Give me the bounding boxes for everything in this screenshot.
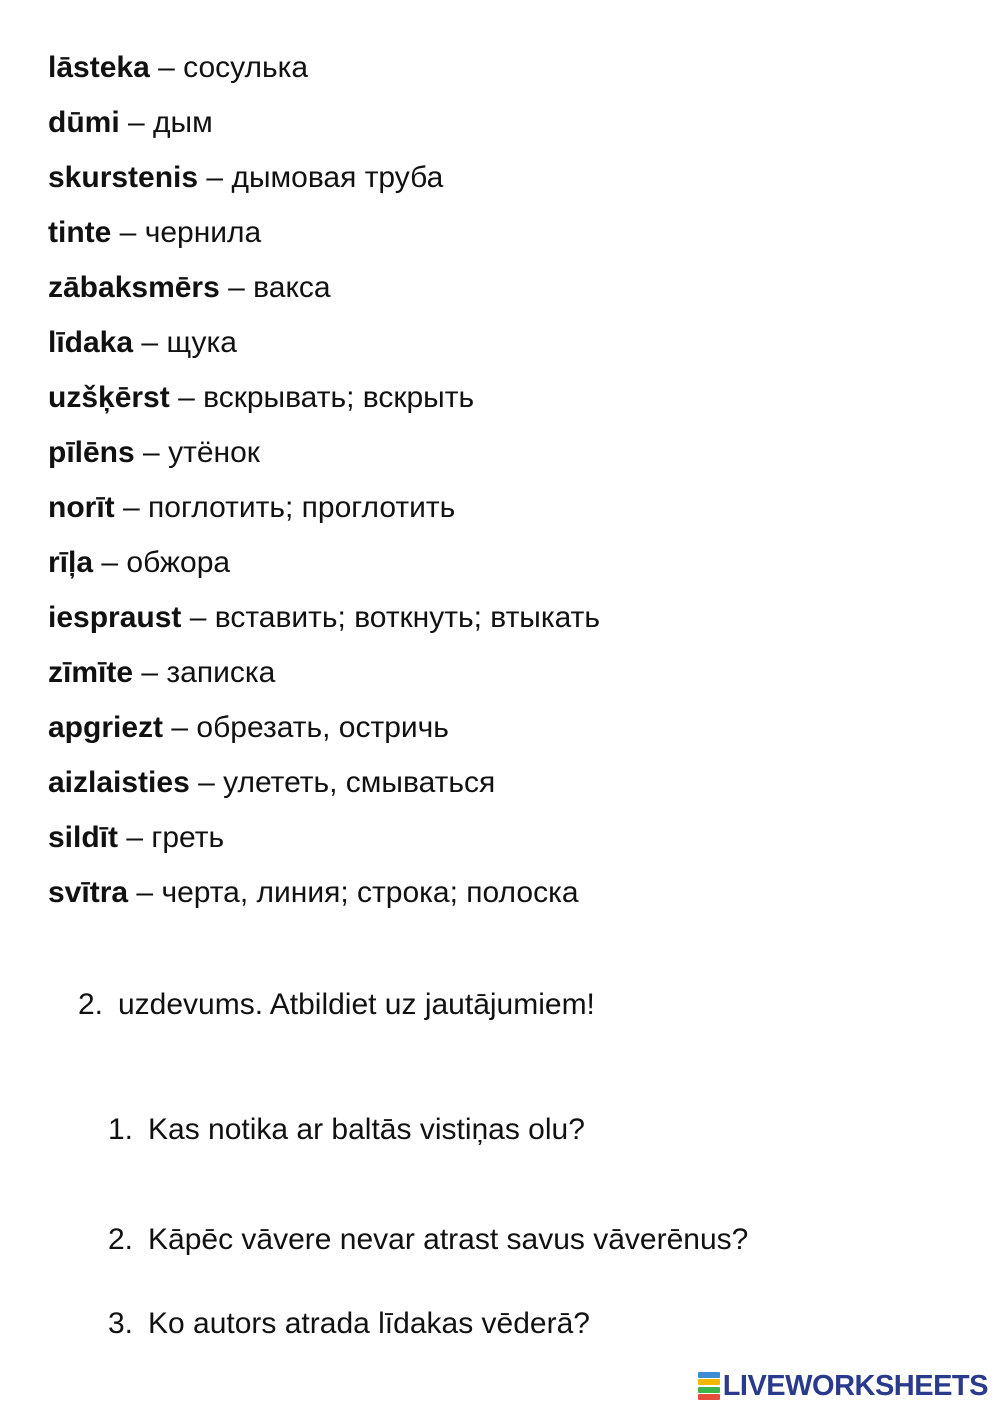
vocab-term: norīt	[48, 491, 115, 524]
vocab-translation: чернила	[144, 216, 262, 249]
vocab-term: iespraust	[48, 601, 182, 634]
vocab-translation: обжора	[126, 546, 231, 579]
vocab-item	[48, 214, 988, 269]
vocab-item	[48, 544, 988, 599]
vocab-separator: –	[119, 216, 137, 249]
vocab-translation: вакса	[253, 271, 331, 304]
vocab-translation: вскрывать; вскрыть	[203, 381, 475, 414]
question-3	[108, 1305, 590, 1343]
vocab-separator: –	[178, 381, 195, 414]
vocabulary-list	[48, 49, 988, 929]
vocab-term: dūmi	[48, 106, 120, 139]
question-number: 3.	[108, 1307, 134, 1340]
logo-bar	[698, 1372, 720, 1378]
vocab-translation: черта, линия; строка; полоска	[161, 876, 579, 909]
vocab-separator: –	[141, 656, 159, 689]
question-text: Kāpēc vāvere nevar atrast savus vāverēnus?	[148, 1223, 749, 1256]
vocab-term: svītra	[48, 876, 129, 909]
vocab-separator: –	[143, 436, 160, 469]
vocab-item	[48, 709, 988, 764]
vocab-term: zābaksmērs	[48, 271, 220, 304]
vocab-item	[48, 104, 988, 159]
vocab-separator: –	[189, 601, 207, 634]
question-2	[108, 1221, 748, 1259]
vocab-item	[48, 874, 988, 929]
task-number: 2.	[78, 988, 104, 1021]
vocab-item	[48, 269, 988, 324]
vocab-term: apgriezt	[48, 711, 164, 744]
vocab-item	[48, 599, 988, 654]
question-text: Ko autors atrada līdakas vēderā?	[148, 1307, 590, 1340]
vocab-separator: –	[141, 326, 159, 359]
question-1	[108, 1111, 585, 1149]
vocab-translation: дым	[153, 106, 213, 139]
vocab-term: pīlēns	[48, 436, 135, 469]
vocab-term: lāsteka	[48, 51, 150, 84]
vocab-item	[48, 764, 988, 819]
vocab-term: līdaka	[48, 326, 134, 359]
vocab-translation: улететь, смываться	[223, 766, 496, 799]
vocab-term: uzšķērst	[48, 381, 170, 414]
vocab-item	[48, 434, 988, 489]
vocab-separator: –	[126, 821, 144, 854]
vocab-term: aizlaisties	[48, 766, 190, 799]
logo-text: LIVEWORKSHEETS	[722, 1369, 988, 1402]
vocab-item	[48, 49, 988, 104]
vocab-separator: –	[128, 106, 145, 139]
vocab-translation: обрезать, остричь	[196, 711, 449, 744]
vocab-translation: щука	[166, 326, 237, 359]
logo-bar	[698, 1387, 720, 1393]
logo-bar	[698, 1394, 720, 1400]
vocab-translation: дымовая труба	[231, 161, 444, 194]
vocab-separator: –	[101, 546, 119, 579]
vocab-separator: –	[171, 711, 189, 744]
vocab-separator: –	[136, 876, 154, 909]
vocab-separator: –	[228, 271, 245, 304]
task-title: uzdevums. Atbildiet uz jautājumiem!	[118, 988, 595, 1021]
vocab-item	[48, 324, 988, 379]
vocab-term: rīļa	[48, 546, 94, 579]
vocab-item	[48, 159, 988, 214]
vocab-translation: греть	[151, 821, 225, 854]
vocab-separator: –	[123, 491, 140, 524]
question-text: Kas notika ar baltās vistiņas olu?	[148, 1113, 585, 1146]
question-number: 2.	[108, 1223, 134, 1256]
vocab-item	[48, 819, 988, 874]
vocab-translation: вставить; воткнуть; втыкать	[214, 601, 601, 634]
liveworksheets-logo[interactable]	[698, 1366, 988, 1406]
vocab-item	[48, 489, 988, 544]
vocab-term: skurstenis	[48, 161, 199, 194]
vocab-separator: –	[206, 161, 224, 194]
vocab-separator: –	[158, 51, 175, 84]
vocab-term: tinte	[48, 216, 112, 249]
vocab-item	[48, 379, 988, 434]
task-heading	[78, 986, 595, 1024]
vocab-item	[48, 654, 988, 709]
logo-bar	[698, 1379, 720, 1385]
vocab-translation: записка	[166, 656, 276, 689]
vocab-translation: поглотить; проглотить	[148, 491, 456, 524]
question-number: 1.	[108, 1113, 134, 1146]
vocab-term: zīmīte	[48, 656, 134, 689]
vocab-translation: сосулька	[183, 51, 309, 84]
vocab-separator: –	[198, 766, 215, 799]
vocab-term: sildīt	[48, 821, 119, 854]
vocab-translation: утёнок	[168, 436, 260, 469]
liveworksheets-logo-icon	[698, 1372, 720, 1400]
